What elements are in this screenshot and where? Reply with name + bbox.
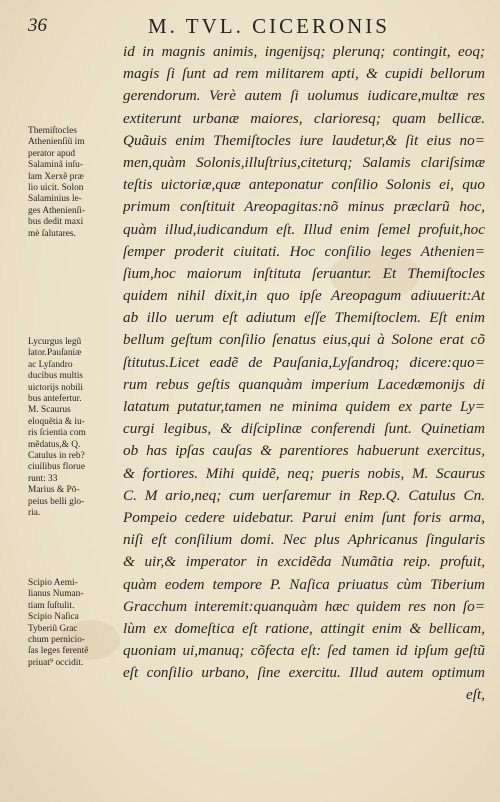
text-line: rum rebus geſtis quanquàm imperium Lacedæmonijs di xyxy=(123,375,485,393)
text-line: Pompeio cedere uidebatur. Parui enim ſunt foris arma, xyxy=(123,508,485,526)
text-line: magis ſi ſunt ad rem militarem apti, & cupidi bellorum xyxy=(123,65,485,83)
running-title: M. TVL. CICERONIS xyxy=(148,14,390,38)
text-line: Quãuis enim Themiſtocles iure laudetur,& ſit eius no= xyxy=(123,131,485,149)
text-line-catchword: eſt, xyxy=(466,686,485,704)
text-line: primum conſtituit Areopagitas:nõ minus præclarũ hoc, xyxy=(123,198,485,216)
text-line: ab illo uerum eſt adiutum eſſe Themiſtoclem. Eſt enim xyxy=(123,309,485,327)
text-line: teſtis uictoriæ,quæ anteponatur conſilio Solonis ei, quo xyxy=(123,176,485,194)
page-header xyxy=(28,12,480,42)
text-line: niſi eſt conſilium domi. Nec plus Aphricanus ſingularis xyxy=(123,531,485,549)
text-line: quidem nihil dixit,in quo ipſe Areopagum adiuuerit:At xyxy=(123,287,485,305)
margin-note-scipio: Scipio Aemi- lianus Numan- tiam ſuſtulit. Scipio Naſica Tyberiũ Grac chum pernicio- ſas leges ferentẽ priuat⁹ occidit. xyxy=(28,578,89,668)
text-line: C. M ario,neq; cum uerſaremur in Rep.Q. Catulus Cn. xyxy=(123,486,485,504)
text-line: curgi legibus, & diſciplinæ conferendi ſunt. Quinetiam xyxy=(123,420,485,438)
text-line: latatum putatur,tamen ne minima quidem ex parte Ly= xyxy=(123,398,485,415)
margin-note-themistocles: Themiſtocles Athenienſiũ im perator apud Salaminã inſu- lam Xerxẽ præ lio uicit. Solon Salaminius le- ges Athenienſi- bus dedit maxi mè ſalutares. xyxy=(28,126,86,239)
text-line: ſemper proderit ciuitati. Hoc conſilio leges Athenien= xyxy=(123,242,485,260)
margin-note-lycurgus: Lycurgus legũ lator.Pauſaniæ ac Lyſandro ducibus multis uictorijs nobili bus antefertur. M. Scaurus eloquẽtia & iu- ris ſcientia com mẽdatus,& Q. Catulus in reb? ciuilibus florue runt: 33 Marius & Pō- peius belli glo- ria. xyxy=(28,337,86,519)
page-number: 36 xyxy=(28,15,47,36)
text-line: quoniam ui,manuq; cõfecta eſt: ſed tamen id ipſum geſtũ xyxy=(123,642,485,660)
text-line: id in magnis animis, ingenijsq; plerunq; contingit, eoq; xyxy=(123,43,485,60)
text-line: ſtitutus.Licet eadẽ de Pauſania,Lyſandroq; dicere:quo= xyxy=(123,353,485,371)
text-line: Gracchum interemit:quanquàm hæc quidem res non ſo= xyxy=(123,597,485,615)
text-line: & fortiores. Mihi quidẽ, neq; pueris nobis, M. Scaurus xyxy=(123,464,485,482)
main-text-block xyxy=(123,41,485,707)
text-line: gerendorum. Verè autem ſi uolumus iudicare,multæ res xyxy=(123,87,485,105)
text-line: lùm ex domeſtica eſt ratione, attingit enim & bellicam, xyxy=(123,619,485,637)
text-line: men,quàm Solonis,illuſtrius,citeturq; Salamis clariſsimæ xyxy=(123,153,485,171)
text-line: quàm illud,iudicandum eſt. Illud enim ſemel profuit,hoc xyxy=(123,220,485,238)
text-line: quàm eodem tempore P. Naſica priuatus cùm Tiberium xyxy=(123,575,485,593)
text-line: eſt conſilio urbano, ſine exercitu. Illud autem optimum xyxy=(123,664,485,682)
text-line: & uir,& imperator in excidẽda Numãtia reip. profuit, xyxy=(123,553,485,571)
text-line: extiterunt urbanæ maiores, clarioresq; quam bellicæ. xyxy=(123,109,485,127)
text-line: bellum geſtum conſilio ſenatus eius,qui à Solone erat cõ xyxy=(123,331,485,349)
text-line: ob has ipſas cauſas & parentiores habuerunt exercitus, xyxy=(123,442,485,460)
text-line: ſium,hoc maiorum inſtituta ſeruantur. Et Themiſtocles xyxy=(123,264,485,282)
